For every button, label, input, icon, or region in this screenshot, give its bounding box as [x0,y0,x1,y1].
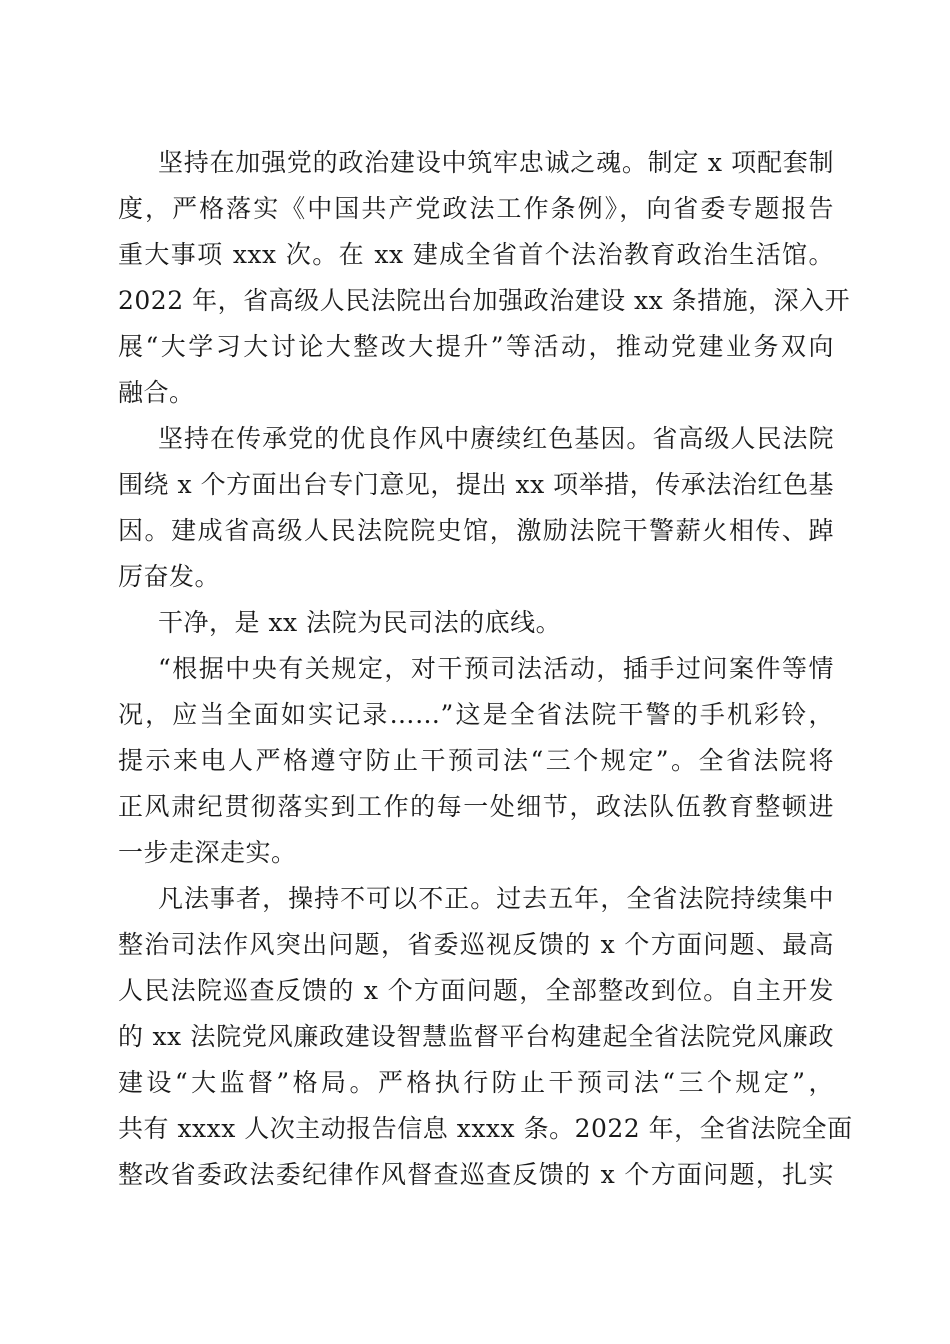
text-line: 建设“大监督”格局。严格执行防止干预司法“三个规定”， [118,1068,834,1097]
text-line: 因。建成省高级人民法院院史馆，激励法院干警薪火相传、踔 [118,516,834,545]
text-line: 人民法院巡查反馈的 x 个方面问题，全部整改到位。自主开发 [118,976,834,1005]
text-line: 整改省委政法委纪律作风督查巡查反馈的 x 个方面问题，扎实 [118,1160,834,1189]
document-body [118,140,853,1198]
paragraph-ringtone [118,646,834,876]
paragraph-rectification [118,876,853,1198]
text-line: 重大事项 xxx 次。在 xx 建成全省首个法治教育政治生活馆。 [118,240,834,269]
text-line: 围绕 x 个方面出台专门意见，提出 xx 项举措，传承法治红色基 [118,470,834,499]
text-line: 整治司法作风突出问题，省委巡视反馈的 x 个方面问题、最高 [118,930,834,959]
paragraph-clean-bottom-line [118,600,834,646]
text-line: 凡法事者，操持不可以不正。过去五年，全省法院持续集中 [158,884,834,913]
text-line: 度，严格落实《中国共产党政法工作条例》，向省委专题报告 [118,194,834,223]
text-line: 正风肃纪贯彻落实到工作的每一处细节，政法队伍教育整顿进 [118,792,834,821]
text-line: “根据中央有关规定，对干预司法活动，插手过问案件等情 [158,654,834,683]
text-line: 提示来电人严格遵守防止干预司法“三个规定”。全省法院将 [118,746,834,775]
text-line: 况，应当全面如实记录……”这是全省法院干警的手机彩铃， [118,700,834,729]
text-line: 融合。 [118,378,195,407]
text-line: 厉奋发。 [118,562,221,591]
text-line: 展“大学习大讨论大整改大提升”等活动，推动党建业务双向 [118,332,834,361]
text-line: 共有 xxxx 人次主动报告信息 xxxx 条。2022 年，全省法院全面 [118,1114,853,1143]
paragraph-political-building [118,140,851,416]
text-line: 坚持在传承党的优良作风中赓续红色基因。省高级人民法院 [158,424,834,453]
text-line: 干净，是 xx 法院为民司法的底线。 [158,608,562,637]
text-line: 2022 年，省高级人民法院出台加强政治建设 xx 条措施，深入开 [118,286,851,315]
text-line: 的 xx 法院党风廉政建设智慧监督平台构建起全省法院党风廉政 [118,1022,834,1051]
text-line: 一步走深走实。 [118,838,297,867]
paragraph-red-gene [118,416,834,600]
text-line: 坚持在加强党的政治建设中筑牢忠诚之魂。制定 x 项配套制 [158,148,834,177]
